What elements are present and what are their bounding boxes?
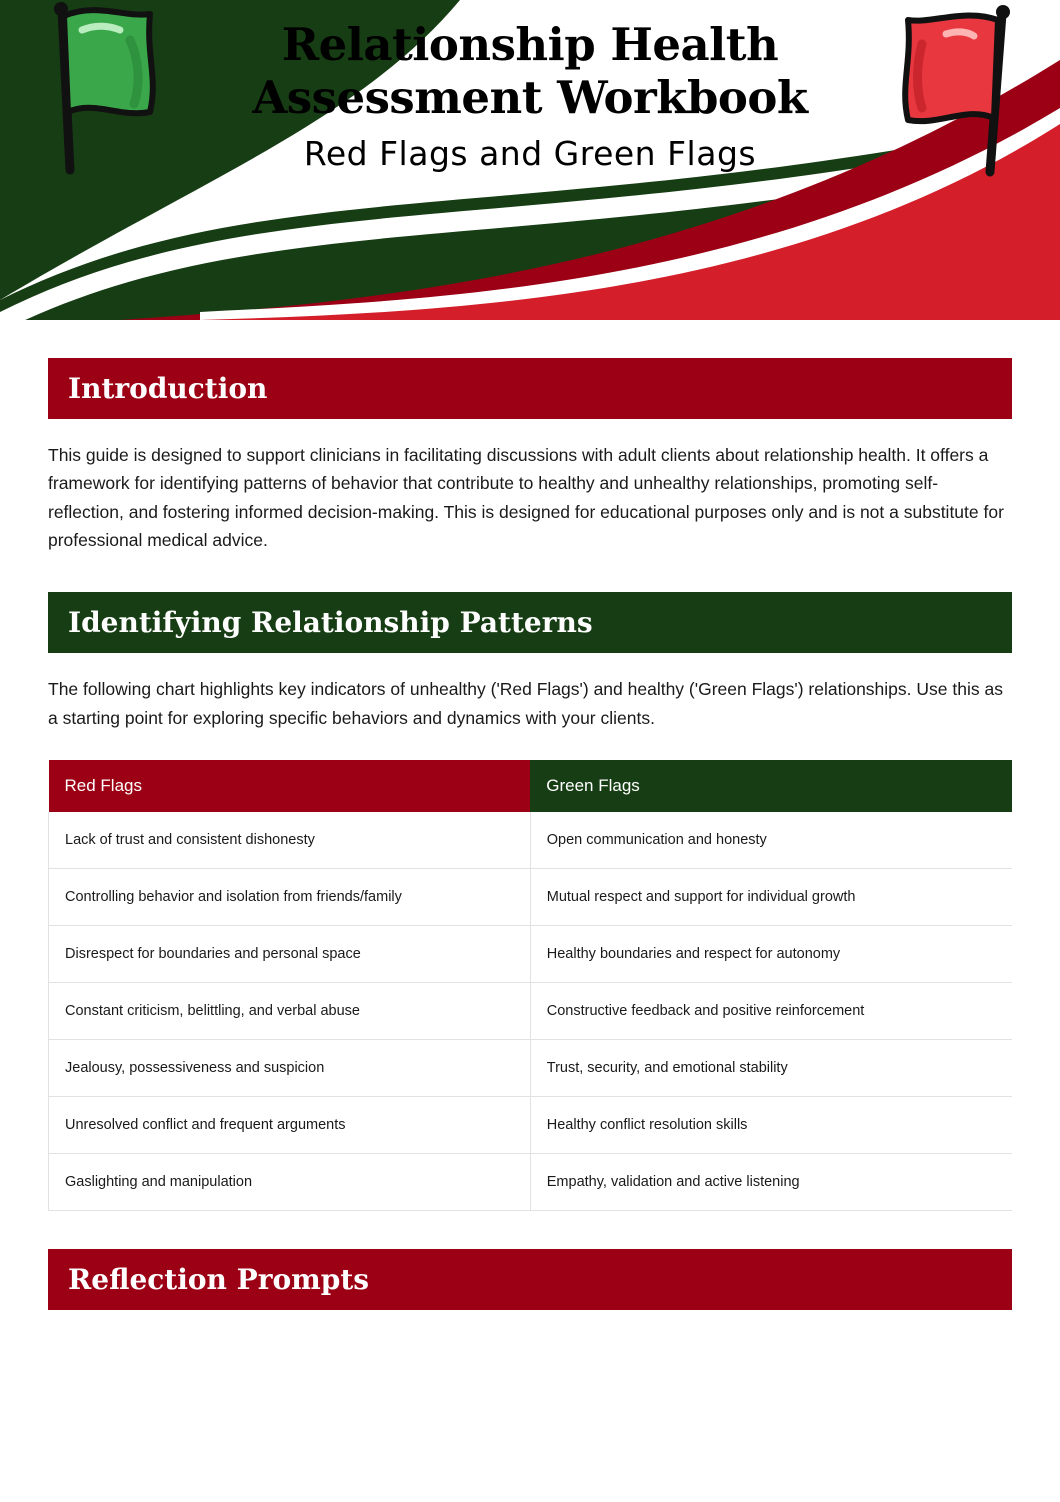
green-flag-cell: Empathy, validation and active listening bbox=[530, 1154, 1012, 1211]
flags-comparison-table bbox=[48, 760, 1012, 1211]
red-flag-cell: Unresolved conflict and frequent arguments bbox=[49, 1097, 531, 1154]
header-text-block bbox=[0, 18, 1060, 173]
table-row bbox=[49, 926, 1013, 983]
section-heading-identifying-relationship-patterns: Identifying Relationship Patterns bbox=[48, 592, 1012, 653]
red-flag-cell: Jealousy, possessiveness and suspicion bbox=[49, 1040, 531, 1097]
table-row bbox=[49, 1097, 1013, 1154]
green-flag-cell: Trust, security, and emotional stability bbox=[530, 1040, 1012, 1097]
table-row bbox=[49, 983, 1013, 1040]
table-row bbox=[49, 812, 1013, 869]
document-title: Relationship Health Assessment Workbook bbox=[252, 18, 808, 125]
green-flag-cell: Healthy conflict resolution skills bbox=[530, 1097, 1012, 1154]
table-row bbox=[49, 1040, 1013, 1097]
green-flag-cell: Constructive feedback and positive reinforcement bbox=[530, 983, 1012, 1040]
red-flag-cell: Controlling behavior and isolation from friends/family bbox=[49, 869, 531, 926]
document-body bbox=[0, 358, 1060, 1310]
table-body bbox=[49, 812, 1013, 1211]
red-flag-cell: Gaslighting and manipulation bbox=[49, 1154, 531, 1211]
document-subtitle: Red Flags and Green Flags bbox=[303, 134, 757, 174]
patterns-paragraph: The following chart highlights key indicators of unhealthy ('Red Flags') and healthy ('Green Flags') relationships. Use this as a starting point for exploring specific behaviors and dynamics with your clients. bbox=[48, 679, 1003, 728]
red-flag-cell: Lack of trust and consistent dishonesty bbox=[49, 812, 531, 869]
table-row bbox=[49, 1154, 1013, 1211]
red-flag-cell: Disrespect for boundaries and personal space bbox=[49, 926, 531, 983]
green-flag-cell: Healthy boundaries and respect for autonomy bbox=[530, 926, 1012, 983]
section-heading-reflection-prompts: Reflection Prompts bbox=[48, 1249, 1012, 1310]
green-flag-cell: Open communication and honesty bbox=[530, 812, 1012, 869]
column-header-green-flags: Green Flags bbox=[530, 760, 1012, 812]
page-header bbox=[0, 0, 1060, 320]
table-header-row bbox=[49, 760, 1013, 812]
red-flag-cell: Constant criticism, belittling, and verbal abuse bbox=[49, 983, 531, 1040]
section-heading-introduction: Introduction bbox=[48, 358, 1012, 419]
column-header-red-flags: Red Flags bbox=[49, 760, 531, 812]
green-flag-cell: Mutual respect and support for individual growth bbox=[530, 869, 1012, 926]
table-row bbox=[49, 869, 1013, 926]
introduction-paragraph: This guide is designed to support clinicians in facilitating discussions with adult clients about relationship health. It offers a framework for identifying patterns of behavior that contribute to healthy and unhealthy relationships, promoting self-reflection, and fostering informed decision-making. This is designed for educational purposes only and is not a substitute for professional medical advice. bbox=[48, 445, 1004, 551]
